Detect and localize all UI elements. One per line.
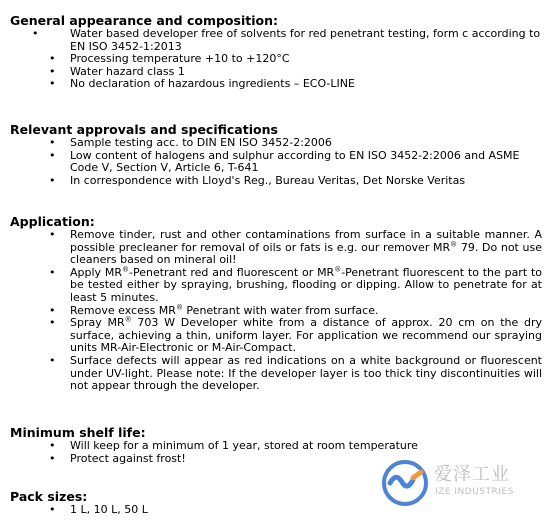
bullet-dot: • [32,27,39,40]
list-item: • In correspondence with Lloyd's Reg., Bureau Veritas, Det Norske Veritas [49,173,466,187]
section-general [10,14,542,91]
section-title: Relevant approvals and specifications [10,122,278,137]
list-item: • Protect against frost! [49,451,186,465]
logo-english-text: IZE INDUSTRIES [435,487,514,497]
list-item: • Processing temperature +10 to +120°C [49,52,290,66]
bullet-dot: • [49,77,56,91]
section-title: Minimum shelf life: [10,425,146,440]
bullet-dot: • [49,64,56,78]
bullet-dot: • [49,303,56,317]
section-title: Application: [10,214,95,229]
bullet-dot: • [49,228,56,241]
list-item: • Sample testing acc. to DIN EN ISO 3452-2:2006 [49,136,332,149]
bullet-list [10,28,542,91]
bullet-dot: • [49,439,56,452]
bullet-dot: • [49,316,56,330]
bullet-dot: • [49,136,56,149]
section-application [10,215,542,393]
ize-logo-icon [380,458,430,508]
watermark-logo [380,455,540,515]
bullet-dot: • [49,353,56,367]
section-approvals [10,123,542,187]
list-item: • Spray MR® 703 W Developer white from a distance of approx. 20 cm on the dry surface, achieving a thin, uniform layer. For application we recommend our spraying units MR-Air-Electronic or M-Air-Compact. [49,315,543,355]
bullet-list [10,229,542,393]
bullet-dot: • [49,52,56,66]
section-title: General appearance and composition: [10,13,278,28]
list-item: • Low content of halogens and sulphur according to EN ISO 3452-2:2006 and ASME Code V, Section V, Article 6, T-641 [49,148,520,175]
list-item: • Water hazard class 1 [49,64,185,78]
section-title: Pack sizes: [10,489,88,504]
list-item: • Remove tinder, rust and other contaminations from surface in a suitable manner. A possible precleaner for removal of oils or fats is e.g. our remover MR® 79. Do not use cleaners based on mineral oil! [49,228,543,267]
bullet-dot: • [49,148,56,162]
bullet-dot: • [49,451,56,465]
bullet-dot: • [49,265,56,279]
logo-chinese-text: 爱泽工业 [434,464,510,485]
list-item: • Surface defects will appear as red indications on a white background or fluorescent under UV-light. Please note: If the developer layer is too thick tiny discontinuities will not appear through the developer. [49,353,542,393]
list-item: • Water based developer free of solvents for red penetrant testing, form c according to EN ISO 3452-1:2013 [32,27,541,53]
bullet-dot: • [49,503,56,516]
list-item: • Remove excess MR® Penetrant with water from surface. [49,302,379,317]
bullet-dot: • [49,173,56,187]
list-item: • No declaration of hazardous ingredients – ECO-LINE [49,77,355,91]
list-item: • Will keep for a minimum of 1 year, stored at room temperature [49,439,418,452]
list-item: • 1 L, 10 L, 50 L [49,503,148,516]
list-item: • Apply MR®-Penetrant red and fluorescent or MR®-Penetrant fluorescent to the part to be tested either by spraying, brushing, flooding or dipping. Allow to penetrate for at least 5 minutes. [49,265,542,304]
bullet-list [10,137,542,187]
